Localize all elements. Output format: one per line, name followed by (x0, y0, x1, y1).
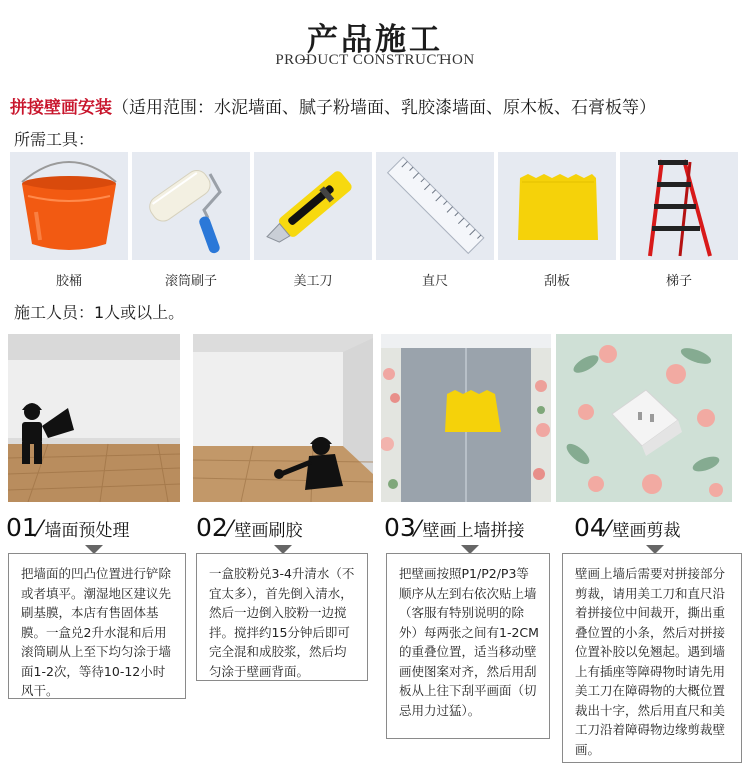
tool-label: 胶桶 (55, 274, 82, 289)
step-heading-4 (574, 513, 681, 547)
slash-icon: ⁄ (37, 517, 42, 542)
step-image-trimming (556, 334, 732, 502)
install-heading: 拼接壁画安装 (10, 98, 112, 118)
page-subtitle: PRODUCT CONSTRUCTION (275, 52, 475, 68)
slash-icon: ⁄ (227, 517, 232, 542)
step-image-glue (193, 334, 373, 502)
step-number: 01 (6, 513, 38, 542)
tool-label: 梯子 (665, 274, 692, 289)
tool-label: 美工刀 (293, 274, 333, 289)
page-title: 产品施工 (307, 22, 443, 58)
step-title: 壁画剪裁 (612, 521, 681, 541)
step-heading-1 (6, 513, 130, 547)
step-heading-2 (196, 513, 303, 547)
tool-label: 直尺 (421, 274, 448, 289)
slash-icon: ⁄ (415, 517, 420, 542)
tool-card-bucket (10, 152, 128, 260)
tool-card-roller (132, 152, 250, 260)
slash-icon: ⁄ (605, 517, 610, 542)
paint-roller-icon (132, 152, 250, 260)
ladder-icon (620, 152, 738, 260)
step-image-wall-prep (8, 334, 180, 502)
bucket-icon (10, 152, 128, 260)
scraper-icon (498, 152, 616, 260)
step-title: 墙面预处理 (44, 521, 130, 541)
utility-knife-icon (254, 152, 372, 260)
staff-requirement: 施工人员：1人或以上。 (14, 303, 185, 322)
step-number: 02 (196, 513, 228, 542)
tool-label: 刮板 (543, 274, 570, 289)
tool-label: 滚筒刷子 (164, 274, 217, 289)
tool-card-ruler (376, 152, 494, 260)
step-description-4: 壁画上墙后需要对拼接部分剪裁，请用美工刀和直尺沿着拼接位中间裁开，撕出重叠位置的小条，然后对拼接位置补胶以免翘起。遇到墙上有插座等障碍物时请先用美工刀在障碍物的大概位置裁出十字，然后用直尺和美工刀沿着障碍物边缘剪裁壁画。 (562, 553, 742, 763)
tool-card-knife (254, 152, 372, 260)
step-description-1: 把墙面的凹凸位置进行铲除或者填平。潮湿地区建议先刷基膜，本店有售固体基膜。一盒兑2升水混和后用滚筒刷从上至下均匀涂于墙面1-2次，等待10-12小时风干。 (8, 553, 186, 699)
step-description-2: 一盒胶粉兑3-4升清水（不宜太多），首先倒入清水，然后一边倒入胶粉一边搅拌。搅拌约15分钟后即可完全混和成胶浆，然后均匀涂于壁画背面。 (196, 553, 368, 681)
install-scope: （适用范围：水泥墙面、腻子粉墙面、乳胶漆墙面、原木板、石膏板等） (112, 98, 656, 118)
ruler-icon (376, 152, 494, 260)
tool-card-ladder (620, 152, 738, 260)
step-description-3: 把壁画按照P1/P2/P3等顺序从左到右依次贴上墙（客服有特别说明的除外）每两张之间有1-2CM的重叠位置，适当移动壁画使图案对齐，然后用刮板从上往下刮平画面（切忌用力过猛）。 (386, 553, 550, 739)
step-title: 壁画刷胶 (234, 521, 303, 541)
tool-card-scraper (498, 152, 616, 260)
step-image-hanging (381, 334, 551, 502)
step-title: 壁画上墙拼接 (422, 521, 525, 541)
step-heading-3 (384, 513, 525, 547)
step-number: 03 (384, 513, 416, 542)
tools-title: 所需工具： (14, 130, 95, 149)
step-number: 04 (574, 513, 606, 542)
install-scope-line (10, 93, 656, 118)
scraper-icon (445, 390, 501, 432)
